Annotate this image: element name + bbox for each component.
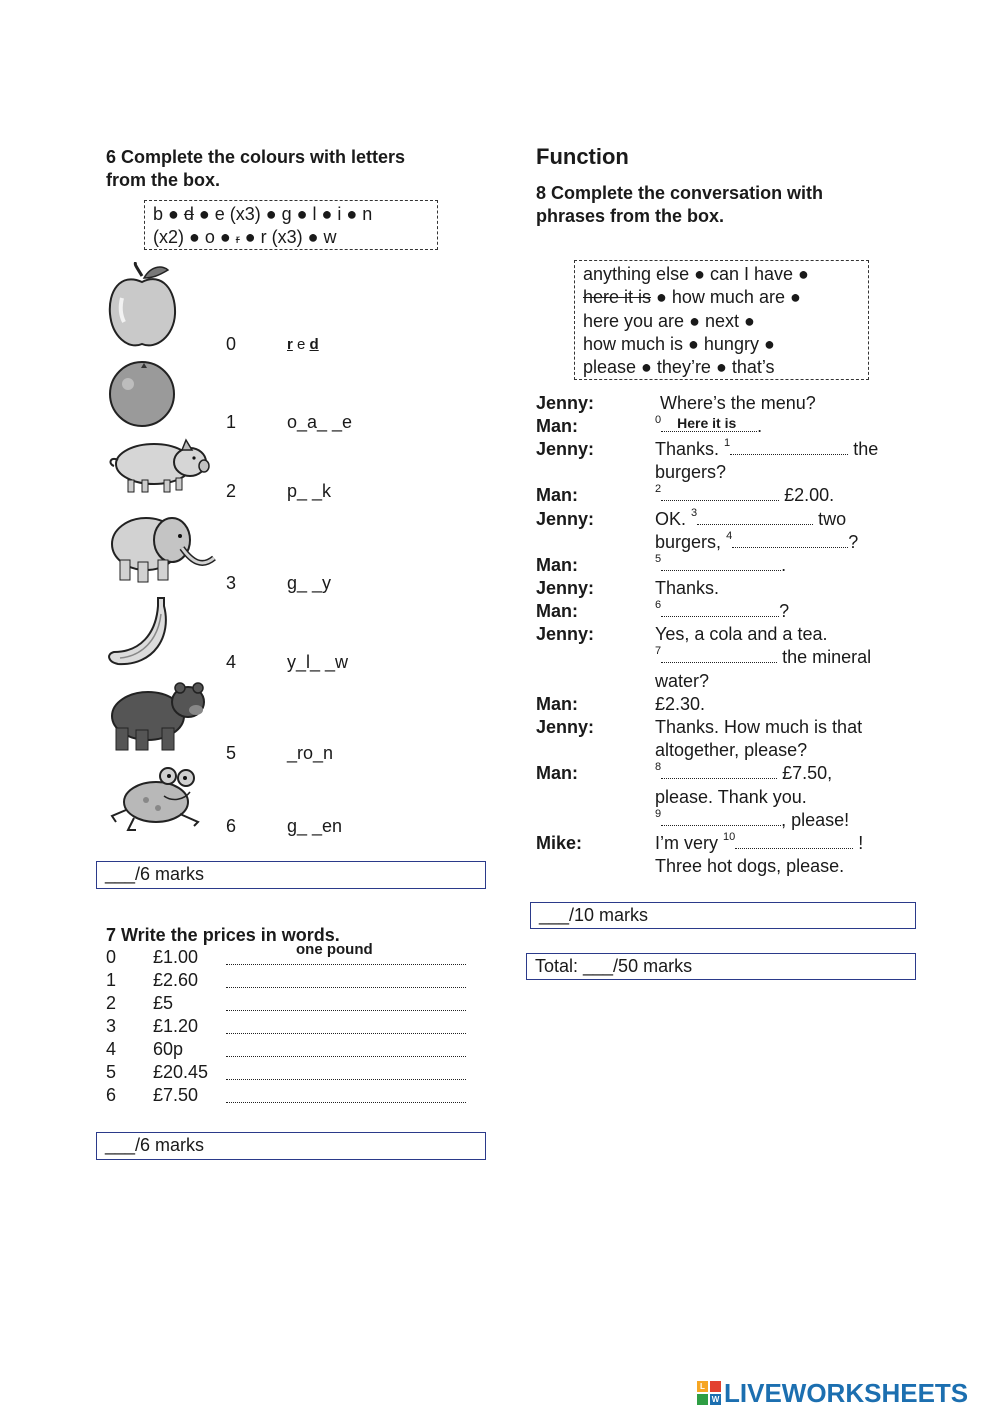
section7-marks: ___/6 marks <box>96 1132 486 1160</box>
dialogue-line: water? <box>655 671 710 691</box>
colour-word-6: g_ _en <box>287 816 343 836</box>
dialogue-line: Three hot dogs, please. <box>655 856 845 876</box>
elephant-image <box>106 508 218 584</box>
price-row: 2 £5 <box>106 993 476 1016</box>
dialogue-line: $^6$ ? <box>655 599 790 621</box>
speaker-man: Man: <box>536 763 578 783</box>
colour-num-4: 4 <box>226 652 237 672</box>
colour-num-0: 0 <box>226 334 237 354</box>
blank-8[interactable] <box>661 764 777 779</box>
colour-num-2: 2 <box>226 481 237 501</box>
blank-10[interactable] <box>735 834 853 849</box>
dialogue-line: Where’s the menu? <box>660 393 816 413</box>
price-row: 1 £2.60 <box>106 970 476 993</box>
frog-image <box>106 766 206 834</box>
colour-word-3: g_ _y <box>287 573 332 593</box>
dialogue-line: OK. $^3$ two <box>655 507 847 529</box>
total-marks: Total: ___/50 marks <box>526 953 916 980</box>
price-answer-field[interactable] <box>226 995 466 1011</box>
speaker-man: Man: <box>536 694 578 714</box>
section6-marks: ___/6 marks <box>96 861 486 889</box>
speaker-jenny: Jenny: <box>536 393 595 413</box>
colour-word-4: y_l_ _w <box>287 652 349 672</box>
price-answer-field[interactable] <box>226 1041 466 1057</box>
speaker-man: Man: <box>536 485 578 505</box>
price-row: 6 £7.50 <box>106 1085 476 1108</box>
dialogue-line: burgers? <box>655 462 727 482</box>
colour-word-1: o_a_ _e <box>287 412 353 432</box>
dialogue-line: $^2$ £2.00. <box>655 483 835 505</box>
banana-image <box>106 596 174 668</box>
speaker-man: Man: <box>536 555 578 575</box>
price-row: 5 £20.45 <box>106 1062 476 1085</box>
price-answer-field[interactable] <box>226 1018 466 1034</box>
section8-title: 8 Complete the conversation with phrases from the box. <box>536 183 824 226</box>
apple-image <box>106 262 178 350</box>
speaker-jenny: Jenny: <box>536 439 595 459</box>
colour-num-3: 3 <box>226 573 237 593</box>
dialogue-line: altogether, please? <box>655 740 808 760</box>
blank-9[interactable] <box>661 811 781 826</box>
liveworksheets-logo <box>697 1378 968 1408</box>
speaker-man: Man: <box>536 416 578 436</box>
speaker-jenny: Jenny: <box>536 624 595 644</box>
speaker-man: Man: <box>536 601 578 621</box>
blank-5[interactable] <box>661 556 781 571</box>
speaker-jenny: Jenny: <box>536 509 595 529</box>
letter-box-line-1: b ● d ● e (x3) ● g ● l ● i ● n <box>153 204 373 224</box>
orange-image <box>106 358 178 428</box>
section7-title: 7 Write the prices in words. <box>106 925 340 945</box>
price-answer-field[interactable] <box>226 972 466 988</box>
blank-6[interactable] <box>661 602 779 617</box>
price-answer-field[interactable] <box>226 1087 466 1103</box>
blank-1[interactable] <box>730 440 848 455</box>
blank-2[interactable] <box>661 486 779 501</box>
dialogue-line: $^9$ , please! <box>655 808 850 830</box>
dialogue-line: Thanks. <box>655 578 720 598</box>
section8-marks: ___/10 marks <box>530 902 916 929</box>
dialogue-line: $^7$ the mineral <box>655 645 872 667</box>
section6-title: 6 Complete the colours with letters from the box. <box>106 147 406 190</box>
colour-num-1: 1 <box>226 412 237 432</box>
blank-3[interactable] <box>697 510 813 525</box>
logo-text: LIVEWORKSHEETS <box>724 1377 969 1408</box>
dialogue-line: $^5$ . <box>655 553 787 575</box>
dialogue-line: burgers, $^4$ ? <box>655 530 859 552</box>
blank-0: Here it is <box>661 417 757 432</box>
phrase-box: anything else ● can I have ● here it is ● how much are ● here you are ● next ● how much is ● hungry ● please ● they’re ● that’s <box>574 260 869 380</box>
price-row: 0 £1.00 one pound <box>106 947 476 970</box>
letter-box <box>144 200 438 250</box>
function-heading: Function <box>536 144 629 169</box>
dialogue-line: $^0$ Here it is . <box>655 414 763 436</box>
colour-word-0: r e d <box>287 336 319 353</box>
colour-word-2: p_ _k <box>287 481 332 501</box>
pig-image <box>106 436 212 496</box>
speaker-mike: Mike: <box>536 833 583 853</box>
blank-4[interactable] <box>732 533 848 548</box>
price-row: 3 £1.20 <box>106 1016 476 1039</box>
dialogue-line: Thanks. How much is that <box>655 717 863 737</box>
dialogue-line: Yes, a cola and a tea. <box>655 624 828 644</box>
letter-box-line-2: (x2) ● o ● r ● r (x3) ● w <box>153 227 337 247</box>
price-answer-field[interactable] <box>226 1064 466 1080</box>
price-row: 4 60p <box>106 1039 476 1062</box>
price-answer-example: one pound <box>296 941 373 958</box>
logo-tiles-icon: L W <box>697 1381 721 1405</box>
speaker-jenny: Jenny: <box>536 578 595 598</box>
colour-word-5: _ro_n <box>287 743 334 763</box>
dialogue-line: $^8$ £7.50, <box>655 761 833 783</box>
colour-num-6: 6 <box>226 816 237 836</box>
dialogue-line: I’m very $^{10}$ ! <box>655 831 864 853</box>
blank-7[interactable] <box>661 648 777 663</box>
colour-num-5: 5 <box>226 743 237 763</box>
dialogue-line: Thanks. $^1$ the <box>655 437 879 459</box>
dialogue-line: £2.30. <box>655 694 706 714</box>
speaker-jenny: Jenny: <box>536 717 595 737</box>
dialogue-line: please. Thank you. <box>655 787 807 807</box>
bear-image <box>106 678 206 754</box>
